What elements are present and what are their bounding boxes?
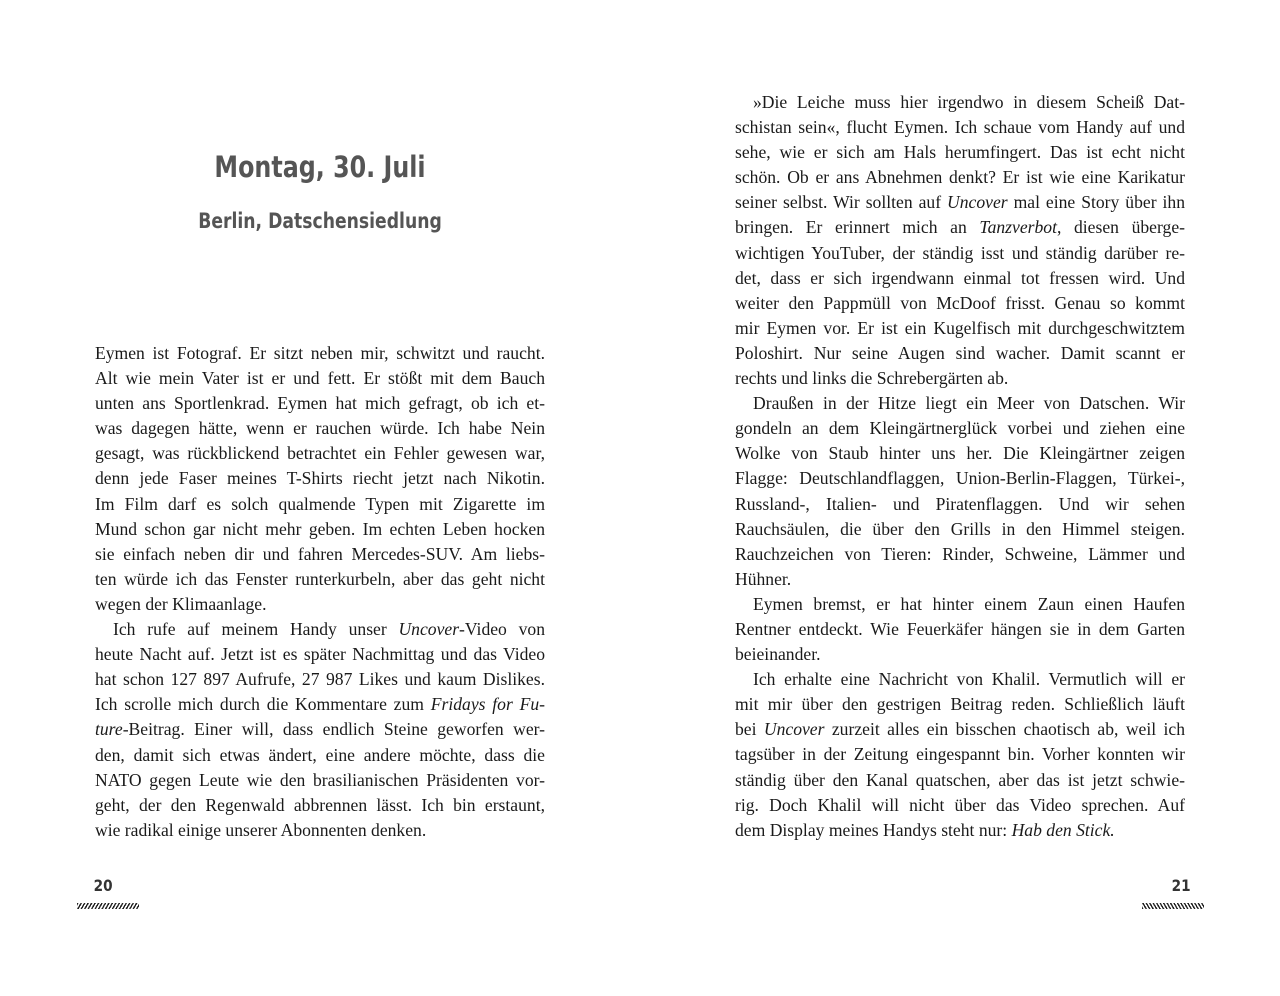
text-line: Ich erhalte eine Nachricht von Khalil. Vermutlich will er (753, 669, 1185, 690)
text-line: heute Nacht auf. Jetzt ist es später Nachmittag und das Video (95, 644, 545, 665)
text-line (735, 818, 1185, 843)
italic-text: Tanzverbot (979, 217, 1057, 238)
text-line: Eymen bremst, er hat hinter einem Zaun einen Haufen (753, 593, 1185, 614)
text-line: schistan sein«, flucht Eymen. Ich schaue vom Handy auf und (735, 117, 1185, 138)
text-line: was dagegen hätte, wenn er rauchen würde. Ich habe Nein (95, 418, 545, 439)
text-line: wichtigen YouTuber, der ständig isst und ständig darüber re- (735, 242, 1185, 263)
text-line: sie einfach neben dir und fahren Mercedes-SUV. Am liebs- (95, 543, 545, 564)
italic-text: Hab den Stick. (1011, 819, 1115, 840)
italic-text: Uncover (398, 619, 460, 640)
text-fragment: bringen. Er erinnert mich an (735, 217, 980, 238)
text-line: Mund schon gar nicht mehr geben. Im echten Leben hocken (95, 518, 545, 539)
text-fragment: bei (735, 719, 764, 740)
text-line (735, 190, 1185, 215)
text-fragment: , diesen überge- (1056, 217, 1185, 238)
text-line (735, 215, 1185, 240)
italic-text: Uncover (947, 192, 1008, 213)
text-fragment: Ich rufe auf meinem Handy unser (113, 619, 399, 640)
page-number: 21 (1171, 876, 1191, 895)
text-line (95, 692, 545, 717)
text-line: »Die Leiche muss hier irgendwo in diesem Scheiß Dat- (753, 92, 1185, 112)
text-fragment: -Video von (459, 619, 545, 640)
text-line: den, damit sich etwas ändert, eine andere möchte, dass die (95, 744, 545, 765)
italic-text: Fridays for Fu- (430, 694, 545, 715)
text-fragment: seiner selbst. Wir sollten auf (735, 192, 948, 213)
text-line: Hühner. (735, 568, 792, 589)
left-body-text (95, 341, 545, 843)
text-line: denn jede Faser meines T-Shirts riecht jetzt nach Nikotin. (95, 468, 545, 489)
text-fragment: -Beitrag. Einer will, dass endlich Steine geworfen wer- (122, 719, 545, 740)
text-line: Eymen ist Fotograf. Er sitzt neben mir, schwitzt und raucht. (95, 343, 545, 363)
italic-text: ture (95, 719, 123, 740)
text-line: Wolke von Staub hinter uns her. Die Kleingärtner zeigen (735, 443, 1185, 464)
text-line: det, dass er sich irgendwann einmal tot fressen wird. Und (735, 267, 1185, 288)
text-line: beieinander. (735, 644, 821, 665)
page-number: 20 (93, 876, 113, 895)
right-page (640, 0, 1280, 996)
page-number-ornament (1142, 903, 1204, 909)
italic-text: Uncover (763, 719, 825, 740)
text-line: ten würde ich das Fenster runterkurbeln, aber das geht nicht (95, 568, 545, 589)
text-line: weiter den Pappmüll von McDoof frisst. Genau so kommt (735, 292, 1185, 313)
text-fragment: mal eine Story über ihn (1007, 192, 1185, 213)
text-line: mir Eymen vor. Er ist ein Kugelfisch mit durchgeschwitztem (735, 317, 1185, 338)
text-line: Rentner entdeckt. Wie Feuerkäfer hängen sie in dem Garten (735, 618, 1185, 639)
text-line (95, 617, 545, 642)
text-line (95, 717, 545, 742)
right-body-text (735, 90, 1185, 843)
text-line: wie radikal einige unserer Abonnenten denken. (95, 819, 427, 840)
text-line: sehe, wie er sich am Hals herumfingert. Das ist echt nicht (735, 142, 1185, 163)
text-line: schön. Ob er ans Abnehmen denkt? Er ist wie eine Karikatur (735, 167, 1185, 188)
text-line: Flagge: Deutschlandflaggen, Union-Berlin-Flaggen, Türkei-, (735, 468, 1185, 489)
text-line: unten ans Sportlenkrad. Eymen hat mich gefragt, ob ich et- (95, 393, 545, 414)
text-line (735, 717, 1185, 742)
text-line: mit mir über den gestrigen Beitrag reden. Schließlich läuft (735, 694, 1185, 715)
text-line: geht, der den Regenwald abbrennen lässt. Ich bin erstaunt, (95, 794, 545, 815)
text-line: gesagt, was rückblickend betrachtet ein Fehler gewesen war, (95, 443, 545, 464)
text-line: ständig über den Kanal quatschen, aber das ist jetzt schwie- (735, 769, 1185, 790)
text-line: tagsüber in der Zeitung eingespannt bin. Vorher konnten wir (735, 744, 1185, 765)
text-line: Russland-, Italien- und Piratenflaggen. Und wir sehen (735, 493, 1185, 514)
text-line: Rauchsäulen, die über den Grills in den Himmel steigen. (735, 518, 1185, 539)
text-line: rig. Doch Khalil will nicht über das Video sprechen. Auf (735, 794, 1185, 815)
text-line: NATO gegen Leute wie den brasilianischen Präsidenten vor- (95, 769, 545, 790)
text-line: Im Film darf es solch qualmende Typen mit Zigarette im (95, 493, 545, 514)
text-fragment: zurzeit alles ein bisschen chaotisch ab, weil ich (824, 719, 1185, 740)
page-number-ornament (77, 903, 139, 909)
text-line: Draußen in der Hitze liegt ein Meer von Datschen. Wir (753, 393, 1185, 414)
text-fragment: Ich scrolle mich durch die Kommentare zum (95, 694, 431, 715)
chapter-title: Montag, 30. Juli (214, 150, 426, 184)
text-line: hat schon 127 897 Aufrufe, 27 987 Likes und kaum Dislikes. (95, 669, 545, 690)
text-line: Alt wie mein Vater ist er und fett. Er stößt mit dem Bauch (95, 368, 545, 389)
text-line: rechts und links die Schrebergärten ab. (735, 368, 1009, 389)
text-line: Poloshirt. Nur seine Augen sind wacher. Damit scannt er (735, 342, 1185, 363)
text-line: gondeln an dem Kleingärtnerglück vorbei und ziehen eine (735, 418, 1185, 439)
text-line: Rauchzeichen von Tieren: Rinder, Schweine, Lämmer und (735, 543, 1185, 564)
text-fragment: dem Display meines Handys steht nur: (735, 819, 1012, 840)
chapter-subtitle: Berlin, Datschensiedlung (198, 209, 442, 233)
text-line: wegen der Klimaanlage. (95, 593, 267, 614)
